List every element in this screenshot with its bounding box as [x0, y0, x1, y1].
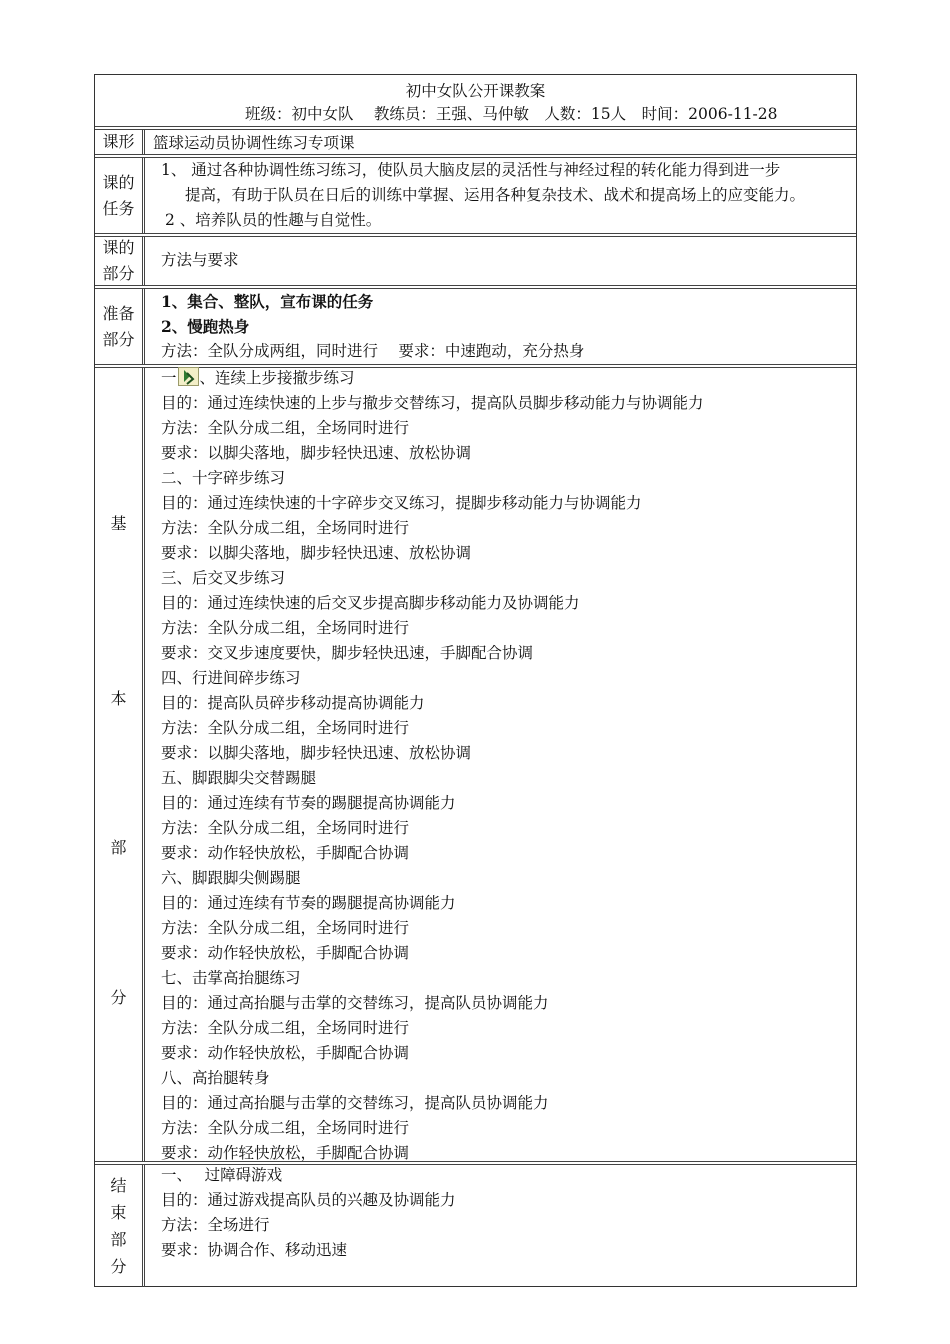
main-label-char: 本 — [110, 689, 127, 708]
main-line: 要求：交叉步速度要快，脚步轻快迅速，手脚配合协调 — [161, 644, 534, 662]
course-type-label: 课形 — [102, 132, 135, 151]
main-line: 方法：全队分成二组，全场同时进行 — [161, 719, 410, 737]
prep-label-line-2: 部分 — [102, 329, 135, 349]
main-line: 七、击掌高抬腿练习 — [161, 969, 301, 987]
bookmark-arrow-icon[interactable] — [178, 367, 199, 386]
column-divider — [142, 237, 145, 285]
header-row — [95, 75, 856, 126]
main-line: 三、后交叉步练习 — [161, 569, 286, 587]
main-label — [95, 368, 142, 1161]
task-line-1: 1、 通过各种协调性练习练习，使队员大脑皮层的灵活性与神经过程的转化能力得到进一步 — [161, 161, 781, 179]
drill-title-rest: 、连续上步接撤步练习 — [199, 369, 355, 387]
column-divider — [142, 158, 145, 233]
lesson-plan-table — [94, 74, 857, 1287]
main-line: 要求：动作轻快放松，手脚配合协调 — [161, 944, 410, 962]
end-content — [161, 1163, 850, 1263]
task-label-line-1: 课的 — [102, 172, 135, 192]
task-line-3: 2 、培养队员的性趣与自觉性。 — [165, 211, 382, 229]
task-label — [95, 158, 142, 233]
main-line: 五、脚跟脚尖交替踢腿 — [161, 769, 317, 787]
parts-header-row — [95, 237, 856, 285]
end-label-char: 束 — [110, 1203, 127, 1222]
main-line: 二、十字碎步练习 — [161, 469, 286, 487]
task-label-line-2: 任务 — [102, 198, 135, 218]
task-row — [95, 158, 856, 233]
main-line: 方法：全队分成二组，全场同时进行 — [161, 419, 410, 437]
parts-label — [95, 237, 142, 285]
main-row — [95, 368, 856, 1161]
end-label-char: 部 — [110, 1230, 127, 1249]
main-line: 目的：通过连续有节奏的踢腿提高协调能力 — [161, 794, 456, 812]
end-line: 方法：全场进行 — [161, 1216, 270, 1234]
column-divider — [142, 368, 145, 1161]
main-line: 目的：通过连续快速的后交叉步提高脚步移动能力及协调能力 — [161, 594, 580, 612]
main-line: 要求：动作轻快放松，手脚配合协调 — [161, 1044, 410, 1062]
main-label-char: 部 — [110, 838, 127, 857]
prep-row — [95, 289, 856, 364]
main-line: 目的：提高队员碎步移动提高协调能力 — [161, 694, 425, 712]
drill-prefix: 一 — [161, 369, 177, 387]
main-label-char: 分 — [110, 988, 127, 1007]
prep-content — [161, 289, 850, 364]
method-header: 方法与要求 — [161, 251, 239, 269]
column-divider — [142, 289, 145, 364]
main-line: 方法：全队分成二组，全场同时进行 — [161, 519, 410, 537]
end-line: 要求：协调合作、移动迅速 — [161, 1241, 348, 1259]
task-content — [161, 158, 850, 233]
prep-line: 1、集合、整队，宣布课的任务 — [161, 292, 374, 311]
end-label-char: 结 — [110, 1176, 127, 1195]
main-line: 方法：全队分成二组，全场同时进行 — [161, 819, 410, 837]
main-content — [161, 366, 850, 1166]
main-line: 要求：以脚尖落地，脚步轻快迅速、放松协调 — [161, 544, 472, 562]
end-label-char: 分 — [110, 1257, 127, 1276]
main-label-char: 基 — [110, 514, 127, 533]
main-line: 目的：通过高抬腿与击掌的交替练习，提高队员协调能力 — [161, 994, 549, 1012]
main-line: 要求：动作轻快放松，手脚配合协调 — [161, 1144, 410, 1162]
main-line: 方法：全队分成二组，全场同时进行 — [161, 1019, 410, 1037]
column-divider — [142, 1165, 145, 1287]
main-line: 六、脚跟脚尖侧踢腿 — [161, 869, 301, 887]
parts-label-line-2: 部分 — [102, 264, 135, 283]
main-line: 八、高抬腿转身 — [161, 1069, 270, 1087]
prep-label — [95, 289, 142, 364]
prep-line: 方法：全队分成两组，同时进行 要求：中速跑动，充分热身 — [161, 342, 585, 360]
main-line: 方法：全队分成二组，全场同时进行 — [161, 919, 410, 937]
drill-title — [161, 366, 850, 391]
main-line: 方法：全队分成二组，全场同时进行 — [161, 619, 410, 637]
prep-label-line-1: 准备 — [102, 303, 135, 323]
end-line: 一、 过障碍游戏 — [161, 1166, 283, 1184]
main-line: 目的：通过高抬腿与击掌的交替练习，提高队员协调能力 — [161, 1094, 549, 1112]
main-line: 要求：以脚尖落地，脚步轻快迅速、放松协调 — [161, 444, 472, 462]
prep-line: 2、慢跑热身 — [161, 317, 250, 336]
end-line: 目的：通过游戏提高队员的兴趣及协调能力 — [161, 1191, 456, 1209]
main-line: 要求：以脚尖落地，脚步轻快迅速、放松协调 — [161, 744, 472, 762]
main-line: 方法：全队分成二组，全场同时进行 — [161, 1119, 410, 1137]
main-line: 目的：通过连续有节奏的踢腿提高协调能力 — [161, 894, 456, 912]
end-label — [95, 1165, 142, 1287]
parts-label-line-1: 课的 — [102, 238, 135, 257]
task-line-2: 提高，有助于队员在日后的训练中掌握、运用各种复杂技术、战术和提高场上的应变能力。 — [185, 186, 806, 204]
column-divider — [142, 130, 145, 154]
main-line: 目的：通过连续快速的十字碎步交叉练习，提脚步移动能力与协调能力 — [161, 494, 642, 512]
main-line: 要求：动作轻快放松，手脚配合协调 — [161, 844, 410, 862]
main-line: 四、行进间碎步练习 — [161, 669, 301, 687]
end-row — [95, 1165, 856, 1287]
course-type-value: 篮球运动员协调性练习专项课 — [153, 134, 355, 152]
course-type-row — [95, 130, 856, 154]
class-info: 班级：初中女队 教练员：王强、马仲敏 人数：15人 时间：2006-11-28 — [245, 105, 778, 123]
page-title: 初中女队公开课教案 — [405, 82, 546, 100]
main-line: 目的：通过连续快速的上步与撤步交替练习，提高队员脚步移动能力与协调能力 — [161, 394, 704, 412]
